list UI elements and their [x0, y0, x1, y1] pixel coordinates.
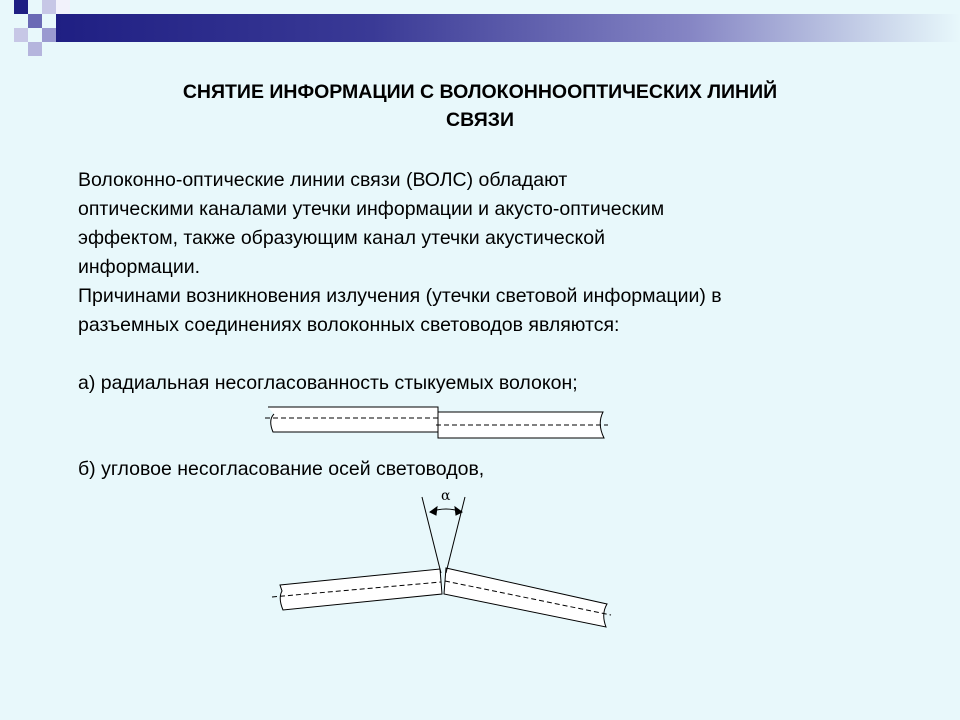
- normal-line-left: [422, 497, 441, 573]
- radial-misalignment-diagram: [265, 407, 608, 438]
- fiber-left: [268, 407, 438, 432]
- paragraph-intro-line: оптическими каналами утечки информации и акусто-оптическим: [78, 198, 665, 220]
- paragraph-intro-line: Волоконно-оптические линии связи (ВОЛС) обладают: [78, 169, 568, 191]
- angular-misalignment-diagram: [272, 497, 611, 627]
- title-line-1: СНЯТИЕ ИНФОРМАЦИИ С ВОЛОКОННООПТИЧЕСКИХ ЛИНИЙ: [182, 81, 778, 103]
- title-line-2: СВЯЗИ: [446, 109, 514, 131]
- paragraph-causes-line: разъемных соединениях волоконных световодов являются:: [78, 314, 620, 336]
- item-b-text: б) угловое несогласование осей световодов,: [78, 458, 485, 480]
- paragraph-causes-line: Причинами возникновения излучения (утечки световой информации) в: [78, 285, 722, 307]
- angle-label: α: [441, 488, 451, 504]
- paragraph-intro-line: эффектом, также образующим канал утечки акустической: [78, 227, 605, 249]
- angle-arrow-left: [430, 507, 437, 515]
- item-a-text: а) радиальная несогласованность стыкуемых волокон;: [78, 372, 578, 394]
- paragraph-intro-line: информации.: [78, 256, 201, 278]
